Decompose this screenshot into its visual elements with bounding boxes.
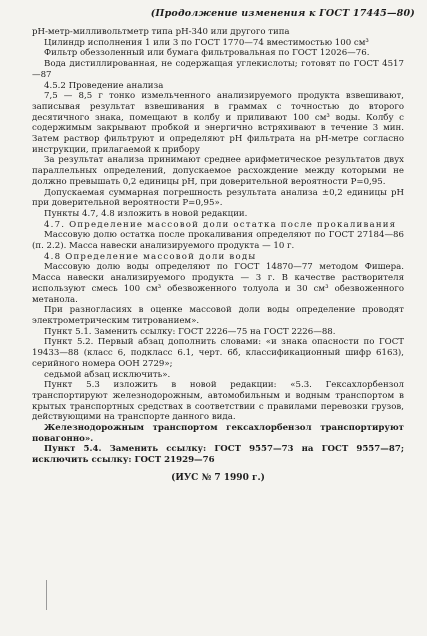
paragraph: Массовую долю воды определяют по ГОСТ 14870—77 методом Фишера. Масса навески анализируемого продукта — 3 г. В качестве растворителя используют смесь 100 см³ обезвоженного толуола и 30 см³ обезвоженного метанола. [32, 262, 404, 305]
paragraph: pH-метр-милливольтметр типа pH-340 или другого типа [32, 27, 290, 37]
paragraph: 7,5 — 8,5 г тонко измельченного анализируемого продукта взвешивают, записывая результат взвешивания в граммах с точностью до второго десятичного знака, помещают в колбу и приливают 100 см³ воды. Колбу с содержимым закрывают пробкой и энергично встряхивают в течение 3 мин. Затем раствор фильтруют и определяют pH фильтрата на pH-метре согласно инструкции, прилагаемой к прибору [32, 91, 404, 155]
issue-reference: (ИУС № 7 1990 г.) [171, 472, 265, 483]
scan-artifact [46, 580, 47, 610]
paragraph: Допускаемая суммарная погрешность результата анализа ±0,2 единицы pH при доверительной вероятности P=0,95». [32, 187, 404, 209]
continuation-header: (Продолжение изменения к ГОСТ 17445—80) [150, 8, 415, 19]
paragraph: За результат анализа принимают среднее арифметическое результатов двух параллельных определений, допускаемое расхождение между которыми не должно превышать 0,2 единицы pH, при доверительной вероятности P=0,95. [32, 155, 404, 187]
paragraph: При разногласиях в оценке массовой доли воды определение проводят электрометрическим титрованием». [32, 305, 404, 326]
paragraph: Пункт 5.3 изложить в новой редакции: «5.3. Гексахлорбензол транспортируют железнодорожным, автомобильным и водным транспортом в крытых транспортных средствах в соответствии с правилами перевозки грузов, действующими на транспорте данного вида. [32, 380, 404, 423]
paragraph: Пункты 4.7, 4.8 изложить в новой редакции. [44, 208, 248, 219]
document-body [32, 27, 404, 484]
paragraph: Пункт 5.2. Первый абзац дополнить словами: «и знака опасности по ГОСТ 19433—88 (класс 6, подкласс 6.1, черт. 6б, классификационный шифр 6163), серийного номера ООН 2729»; [32, 337, 404, 369]
paragraph: Фильтр обеззоленный или бумага фильтровальная по ГОСТ 12026—76. [44, 48, 370, 59]
paragraph: 4.8 Определение массовой доли воды [44, 251, 257, 262]
paragraph: Железнодорожным транспортом гексахлорбензол транспортируют повагонно». [32, 423, 404, 444]
paragraph: Массовую долю остатка после прокаливания определяют по ГОСТ 27184—86 (п. 2.2). Масса навески анализируемого продукта — 10 г. [32, 230, 404, 252]
paragraph: Пункт 5.4. Заменить ссылку: ГОСТ 9557—73 на ГОСТ 9557—87; исключить ссылку: ГОСТ 21929—76 [32, 444, 404, 466]
paragraph: седьмой абзац исключить». [44, 369, 171, 380]
paragraph: Цилиндр исполнения 1 или 3 по ГОСТ 1770—74 вместимостью 100 см³ [44, 37, 369, 48]
paragraph: 4.5.2 Проведение анализа [44, 80, 164, 91]
paragraph: Пункт 5.1. Заменить ссылку: ГОСТ 2226—75 на ГОСТ 2226—88. [44, 326, 336, 337]
paragraph: Вода дистиллированная, не содержащая углекислоты; готовят по ГОСТ 4517—87 [32, 59, 404, 80]
paragraph: 4.7. Определение массовой доли остатка после прокаливания [44, 219, 397, 230]
